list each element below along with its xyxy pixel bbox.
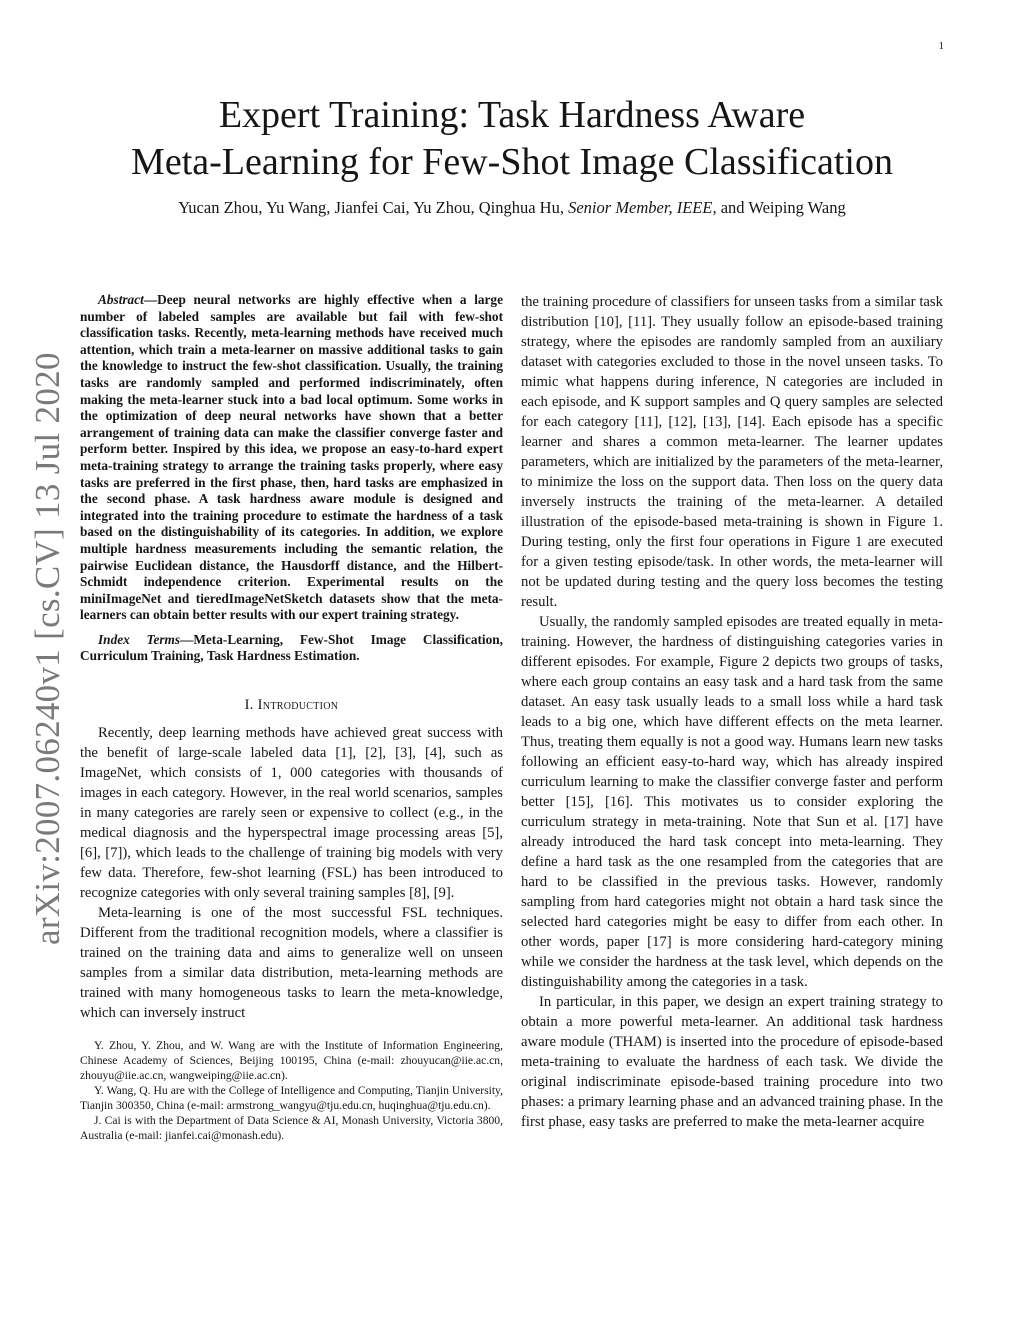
footnotes [80, 1039, 503, 1143]
title-line-1: Expert Training: Task Hardness Aware [218, 94, 806, 136]
footnote-affiliation-2: Y. Wang, Q. Hu are with the College of Intelligence and Computing, Tianjin University, Tianjin 300350, China (e-mail: armstrong_wangyu@tju.edu.cn, huqinghua@tju.edu.cn). [80, 1083, 503, 1112]
index-terms-text: —Meta-Learning, Few-Shot Image Classification, Curriculum Training, Task Hardness Estimation. [80, 631, 503, 664]
page-number: 1 [938, 40, 944, 52]
abstract-text: —Deep neural networks are highly effective when a large number of labeled samples are available but fail with few-shot classification tasks. Recently, meta-learning methods have received much attention, which train a meta-learner on massive additional tasks to gain the knowledge to instruct the few-shot classification. Usually, the training tasks are randomly sampled and performed indiscriminately, often making the meta-learner stuck into a bad local optimum. Some works in the optimization of deep neural networks have shown that a better arrangement of training data can make the classifier converge faster and perform better. Inspired by this idea, we propose an easy-to-hard expert meta-training strategy to arrange the training tasks properly, where easy tasks are preferred in the first phase, then, hard tasks are emphasized in the second phase. A task hardness aware module is designed and integrated into the training procedure to estimate the hardness of a task based on the distinguishability of its categories. In addition, we explore multiple hardness measurements including the semantic relation, the pairwise Euclidean distance, the Hausdorff distance, and the Hilbert-Schmidt independence criterion. Experimental results on the miniImageNet and tieredImageNetSketch datasets show that the meta-learners can obtain better results with our expert training strategy. [80, 292, 503, 623]
intro-paragraph-2: Meta-learning is one of the most successful FSL techniques. Different from the traditional recognition models, where a classifier is trained on the training data and aims to generalize well on unseen samples from a similar data distribution, meta-learning methods are trained with many homogeneous tasks to learn the meta-knowledge, which can inversely instruct [80, 905, 503, 1022]
authors-role: Senior Member, IEEE, [568, 198, 717, 217]
right-column [521, 292, 943, 1132]
index-terms-label: Index Terms [98, 631, 181, 647]
right-paragraph-3: In particular, in this paper, we design an expert training strategy to obtain a more powerful meta-learner. An additional task hardness aware module (THAM) is inserted into the procedure of episode-based meta-training to evaluate the hardness of each task. We divide the original indiscriminate episode-based training procedure into two phases: a primary learning phase and an advanced training phase. In the first phase, easy tasks are preferred to make the meta-learner acquire [521, 994, 943, 1130]
section-heading [80, 695, 503, 715]
intro-paragraph-1: Recently, deep learning methods have achieved great success with the benefit of large-scale labeled data [1], [2], [3], [4], such as ImageNet, which consists of 1, 000 categories with thousands of images in each category. However, in the real world scenarios, samples in many categories are rarely seen or expensive to collect (e.g., in the medical diagnosis and the hyperspectral image processing areas [5], [6], [7]), which leads to the challenge of training big models with very few data. Therefore, few-shot learning (FSL) has been introduced to recognize categories with only several training samples [8], [9]. [80, 725, 503, 902]
right-paragraph-2: Usually, the randomly sampled episodes are treated equally in meta-training. However, the hardness of distinguishing categories varies in different episodes. For example, Figure 2 depicts two groups of tasks, where each group contains an easy task and a hard task from the same dataset. An easy task usually leads to a small loss while a hard task leads to a big one, which have different effects on the meta learner. Thus, treating them equally is not a good way. Humans learn new tasks following an efficient easy-to-hard way, which has already inspired curriculum learning to make the classifier converge faster and perform better [15], [16]. This motivates us to consider exploring the curriculum strategy in meta-training. Note that Sun et al. [17] have already introduced the hard task concept into meta-learning. They define a hard task as the one resampled from the categories that are hard to be classified in the previous tasks. However, randomly sampling from hard categories might not obtain a hard task since the selected hard categories might be easy to differ from each other. In other words, paper [17] is more considering hard-category mining while we consider the hardness at the task level, which depends on the distinguishability among the categories in a task. [521, 614, 943, 990]
index-terms [80, 632, 503, 665]
authors-last: and Weiping Wang [720, 198, 846, 217]
abstract-label: Abstract [98, 292, 144, 307]
author-list [0, 198, 1024, 218]
authors-names: Yucan Zhou, Yu Wang, Jianfei Cai, Yu Zhou, Qinghua Hu, [178, 198, 564, 217]
abstract [80, 292, 503, 624]
footnote-affiliation-1: Y. Zhou, Y. Zhou, and W. Wang are with the Institute of Information Engineering, Chinese Academy of Sciences, Beijing 100195, China (e-mail: zhouyucan@iie.ac.cn, zhouyu@iie.ac.cn, wangweiping@iie.ac.cn). [80, 1039, 503, 1082]
section-number: I. [244, 697, 254, 714]
paper-title [0, 92, 1024, 186]
arxiv-identifier: arXiv:2007.06240v1 [cs.CV] 13 Jul 2020 [28, 352, 67, 945]
footnote-affiliation-3: J. Cai is with the Department of Data Science & AI, Monash University, Victoria 3800, Australia (e-mail: jianfei.cai@monash.edu). [80, 1113, 503, 1142]
left-column [80, 292, 503, 1143]
right-paragraph-1: the training procedure of classifiers for unseen tasks from a similar task distribution [10], [11]. They usually follow an episode-based training strategy, where the episodes are randomly sampled from an auxiliary dataset with categories excluded to those in the novel unseen tasks. To mimic what happens during inference, N categories are included in each episode, and K support samples and Q query samples are selected for each category [11], [12], [13], [14]. Each episode has a specific learner and shares a common meta-learner. The learner updates parameters, which are initialized by the parameters of the meta-learner, to minimize the loss on the support data. Then loss on the query data inversely instructs the training of the meta-learner. A detailed illustration of the episode-based meta-training is shown in Figure 1. During testing, only the first four operations in Figure 1 are executed for a given testing episode/task. In other words, the meta-learner will not be updated during testing and the query loss becomes the testing result. [521, 294, 943, 610]
title-line-2: Meta-Learning for Few-Shot Image Classification [131, 141, 893, 183]
section-title: Introduction [257, 697, 339, 714]
